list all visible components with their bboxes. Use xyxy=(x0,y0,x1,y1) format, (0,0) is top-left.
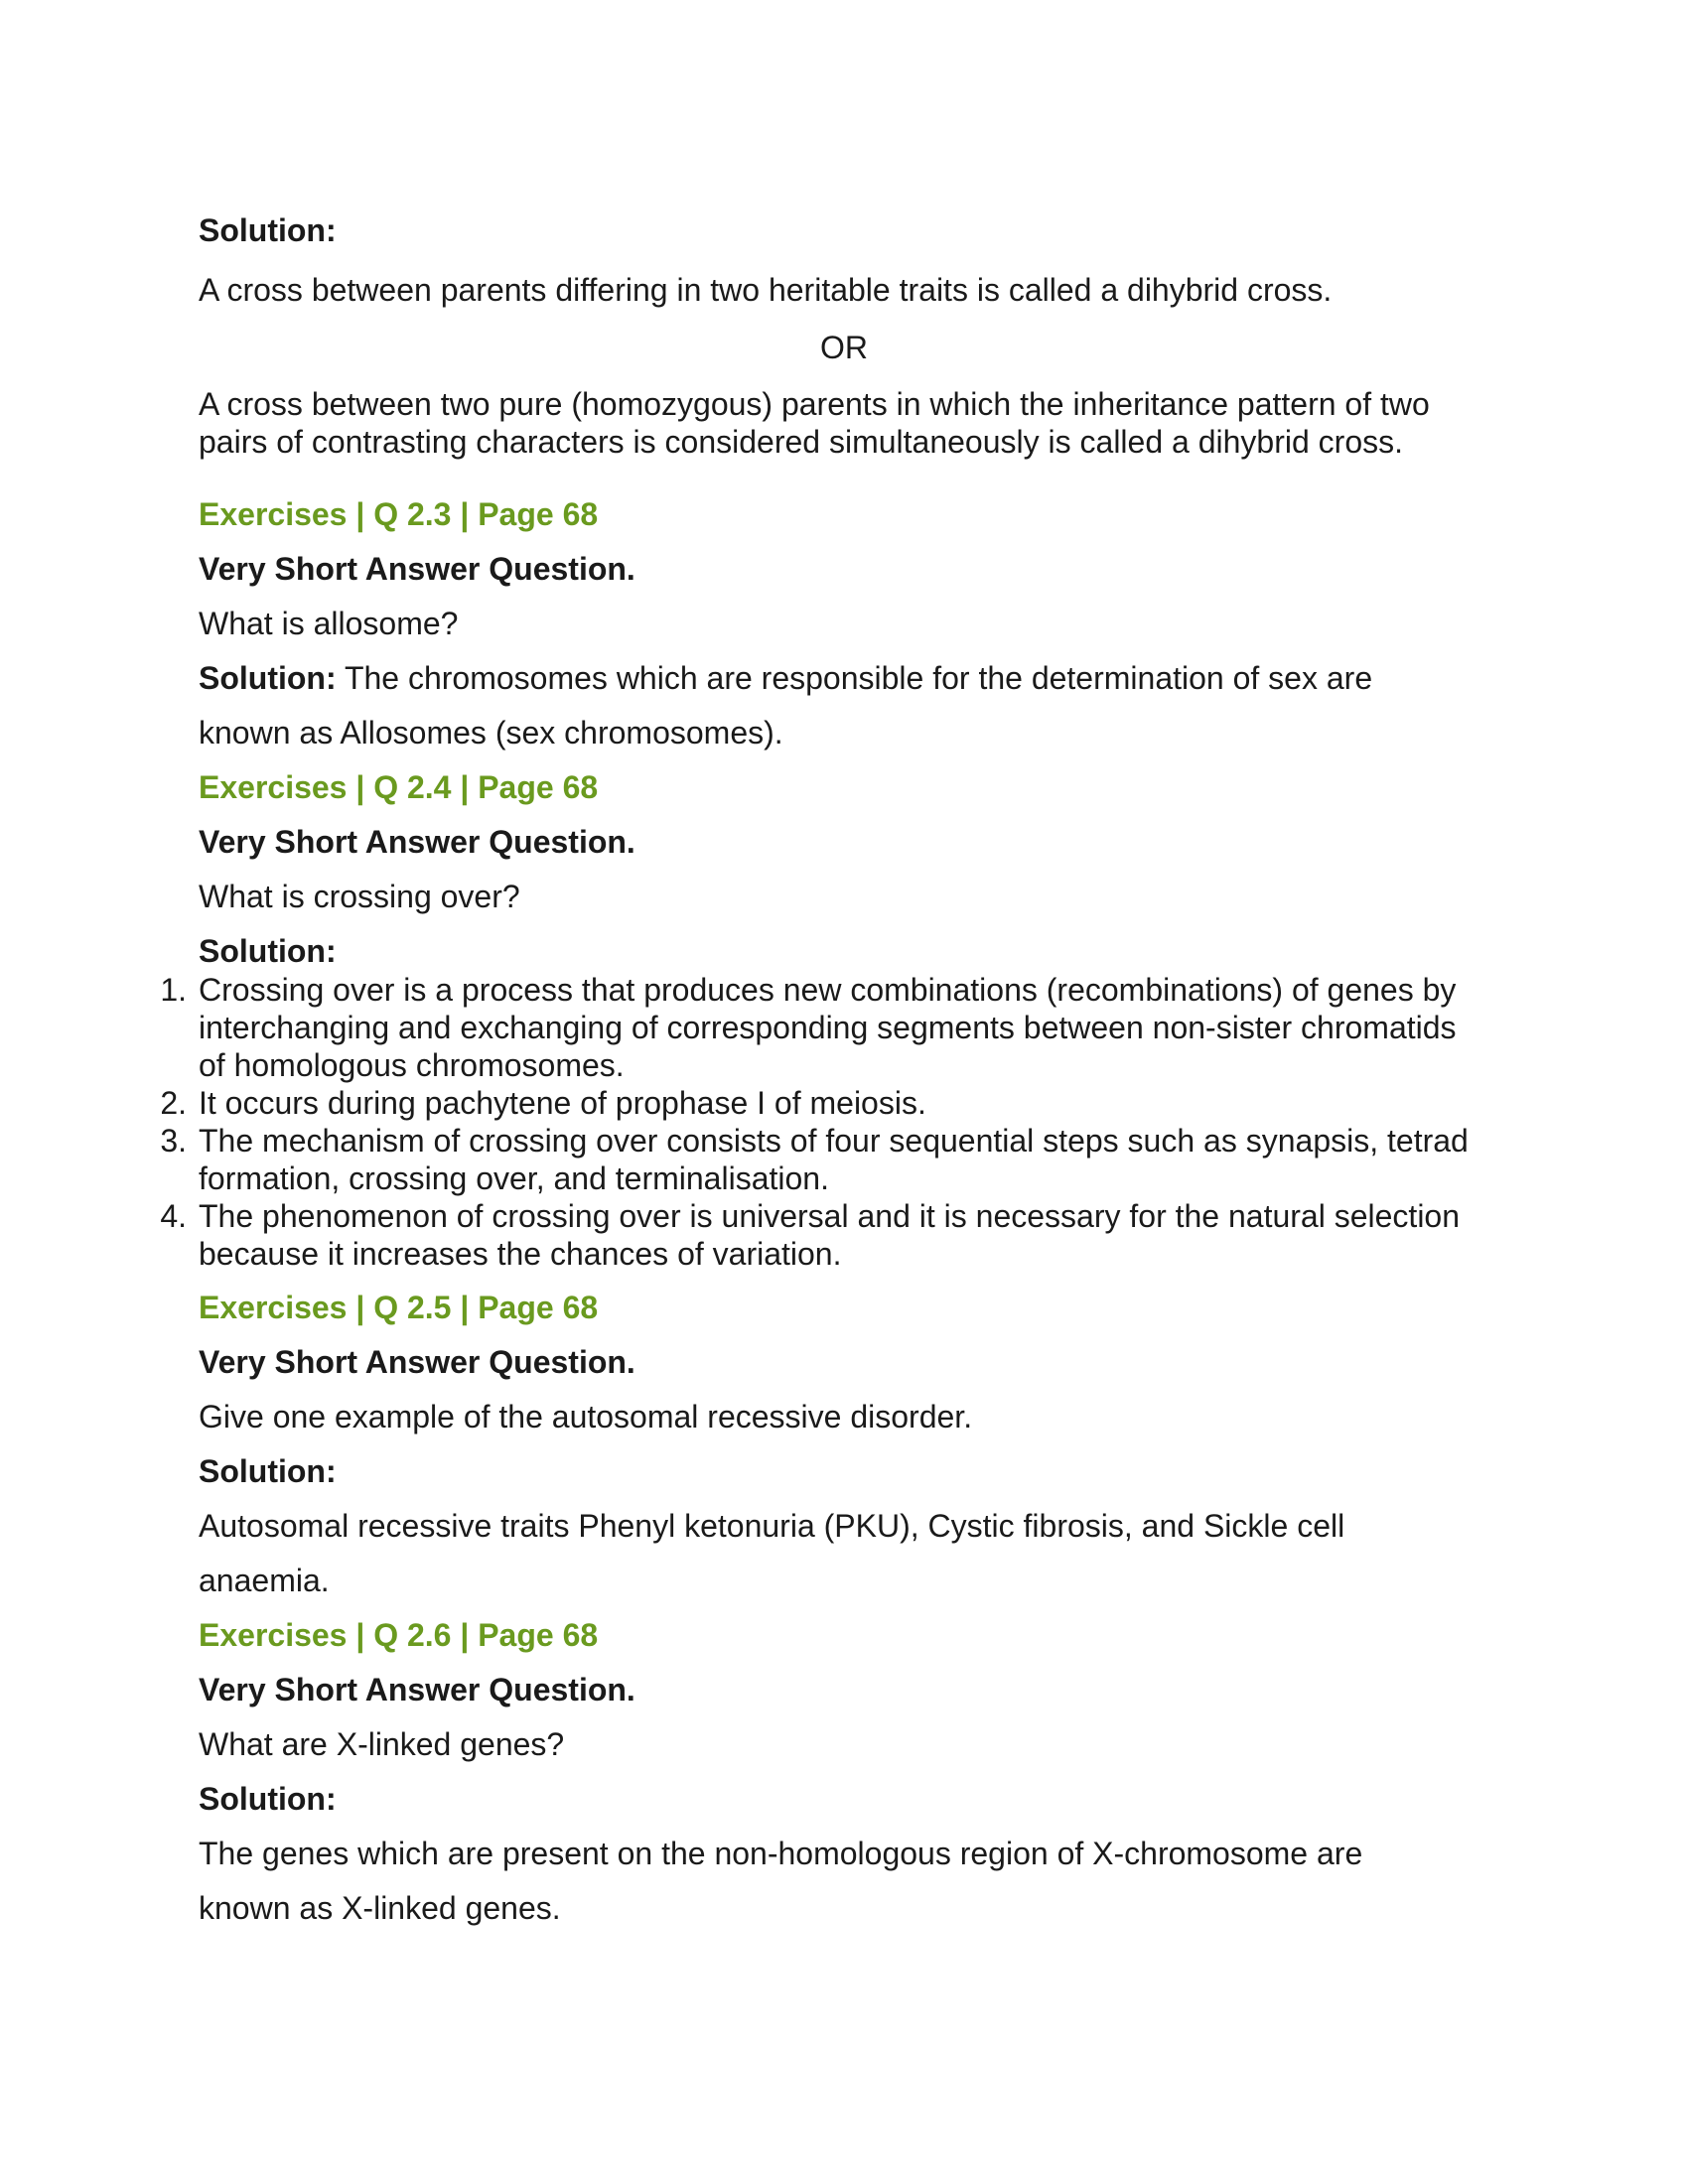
solution-label: Solution: xyxy=(199,1453,337,1489)
question-text: What is allosome? xyxy=(199,606,459,641)
exercise-heading: Exercises | Q 2.5 | Page 68 xyxy=(199,1290,599,1325)
list-item xyxy=(160,1197,1489,1273)
document-body xyxy=(160,210,1489,1928)
list-number: 4. xyxy=(160,1198,187,1234)
solution-line: The chromosomes which are responsible for the determination of sex are xyxy=(336,660,1373,696)
question-text: What is crossing over? xyxy=(199,879,520,914)
solution-label: Solution: xyxy=(199,660,337,696)
question-text: What are X-linked genes? xyxy=(199,1726,565,1762)
list-text: Crossing over is a process that produces new combinations (recombinations) of genes by interchanging and exchanging of corresponding segments between non-sister chromatids of homologous chromosomes. xyxy=(199,972,1457,1083)
list-item xyxy=(160,1084,1489,1122)
solution-list xyxy=(160,971,1489,1273)
question-type: Very Short Answer Question. xyxy=(199,1672,635,1707)
solution-text xyxy=(199,658,1489,698)
question-type: Very Short Answer Question. xyxy=(199,824,635,860)
exercise-heading: Exercises | Q 2.4 | Page 68 xyxy=(199,769,599,805)
list-number: 1. xyxy=(160,972,187,1008)
solution-line: known as X-linked genes. xyxy=(199,1890,561,1926)
definition-text: A cross between parents differing in two heritable traits is called a dihybrid cross. xyxy=(199,272,1333,308)
list-text: The phenomenon of crossing over is universal and it is necessary for the natural selection because it increases the chances of variation. xyxy=(199,1198,1461,1272)
solution-line: known as Allosomes (sex chromosomes). xyxy=(199,715,783,751)
question-type: Very Short Answer Question. xyxy=(199,551,635,587)
solution-label: Solution: xyxy=(199,1781,337,1817)
list-number: 2. xyxy=(160,1085,187,1121)
list-text: The mechanism of crossing over consists of four sequential steps such as synapsis, tetrad formation, crossing over, and terminalisation. xyxy=(199,1123,1469,1196)
exercise-heading: Exercises | Q 2.3 | Page 68 xyxy=(199,496,599,532)
question-text: Give one example of the autosomal recessive disorder. xyxy=(199,1399,973,1434)
solution-label: Solution: xyxy=(199,933,337,969)
solution-line: Autosomal recessive traits Phenyl ketonuria (PKU), Cystic fibrosis, and Sickle cell xyxy=(199,1508,1345,1544)
list-text: It occurs during pachytene of prophase I of meiosis. xyxy=(199,1085,926,1121)
exercise-heading: Exercises | Q 2.6 | Page 68 xyxy=(199,1617,599,1653)
list-item xyxy=(160,1122,1489,1197)
question-type: Very Short Answer Question. xyxy=(199,1344,635,1380)
solution-line: The genes which are present on the non-homologous region of X-chromosome are xyxy=(199,1836,1363,1871)
list-item xyxy=(160,971,1489,1084)
definition-text: A cross between two pure (homozygous) parents in which the inheritance pattern of two pairs of contrasting characters is considered simultaneously is called a dihybrid cross. xyxy=(199,386,1430,460)
solution-label: Solution: xyxy=(199,212,337,248)
or-separator: OR xyxy=(820,330,868,365)
solution-line: anaemia. xyxy=(199,1563,330,1598)
list-number: 3. xyxy=(160,1123,187,1159)
